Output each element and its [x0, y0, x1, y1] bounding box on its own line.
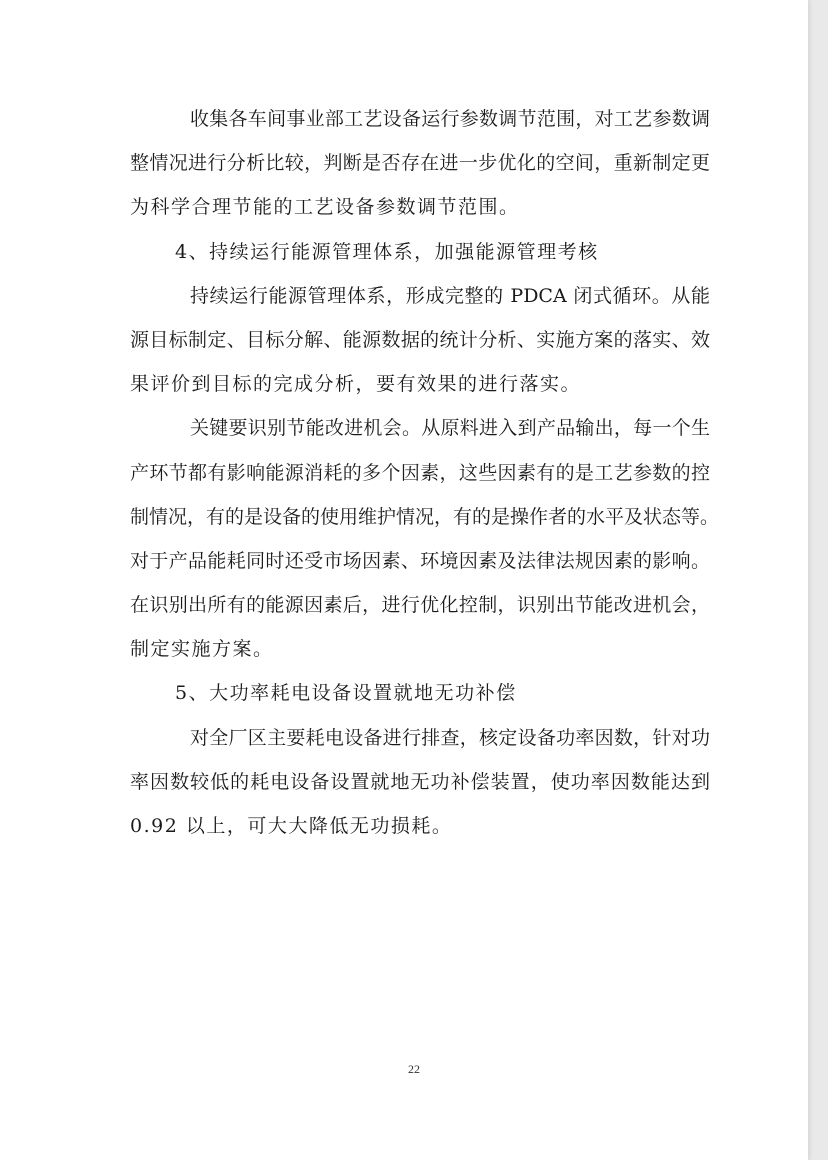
paragraph-3-line-1: 关键要识别节能改进机会。从原料进入到产品输出，每一个生 [190, 417, 710, 440]
section-heading-4: 4、持续运行能源管理体系，加强能源管理考核 [175, 240, 599, 263]
page-content [130, 97, 720, 848]
section-heading-5: 5、大功率耗电设备设置就地无功补偿 [175, 682, 517, 705]
paragraph-3-line-3: 制情况，有的是设备的使用维护情况，有的是操作者的水平及状态等。 [130, 505, 720, 528]
paragraph-2-line-2: 源目标制定、目标分解、能源数据的统计分析、实施方案的落实、效 [130, 328, 710, 351]
page-number: 22 [408, 1062, 420, 1076]
paragraph-1-line-2: 整情况进行分析比较，判断是否存在进一步优化的空间，重新制定更 [130, 152, 710, 175]
paragraph-3-line-6: 制定实施方案。 [130, 638, 274, 661]
paragraph-1-line-3: 为科学合理节能的工艺设备参数调节范围。 [130, 196, 520, 219]
paragraph-3-line-2: 产环节都有影响能源消耗的多个因素，这些因素有的是工艺参数的控 [130, 461, 710, 484]
paragraph-1-line-1: 收集各车间事业部工艺设备运行参数调节范围，对工艺参数调 [190, 108, 710, 130]
paragraph-4-line-2: 率因数较低的耗电设备设置就地无功补偿装置，使功率因数能达到 [130, 770, 710, 793]
paragraph-2-line-3: 果评价到目标的完成分析，要有效果的进行落实。 [130, 373, 582, 396]
paragraph-4-line-3: 0.92 以上，可大大降低无功损耗。 [130, 815, 453, 837]
paragraph-2-line-1: 持续运行能源管理体系，形成完整的 PDCA 闭式循环。从能 [190, 284, 710, 307]
paragraph-3-line-5: 在识别出所有的能源因素后，进行优化控制，识别出节能改进机会， [130, 594, 710, 617]
paragraph-3-line-4: 对于产品能耗同时还受市场因素、环境因素及法律法规因素的影响。 [130, 549, 710, 572]
paragraph-4-line-1: 对全厂区主要耗电设备进行排查，核定设备功率因数，针对功 [190, 726, 710, 749]
